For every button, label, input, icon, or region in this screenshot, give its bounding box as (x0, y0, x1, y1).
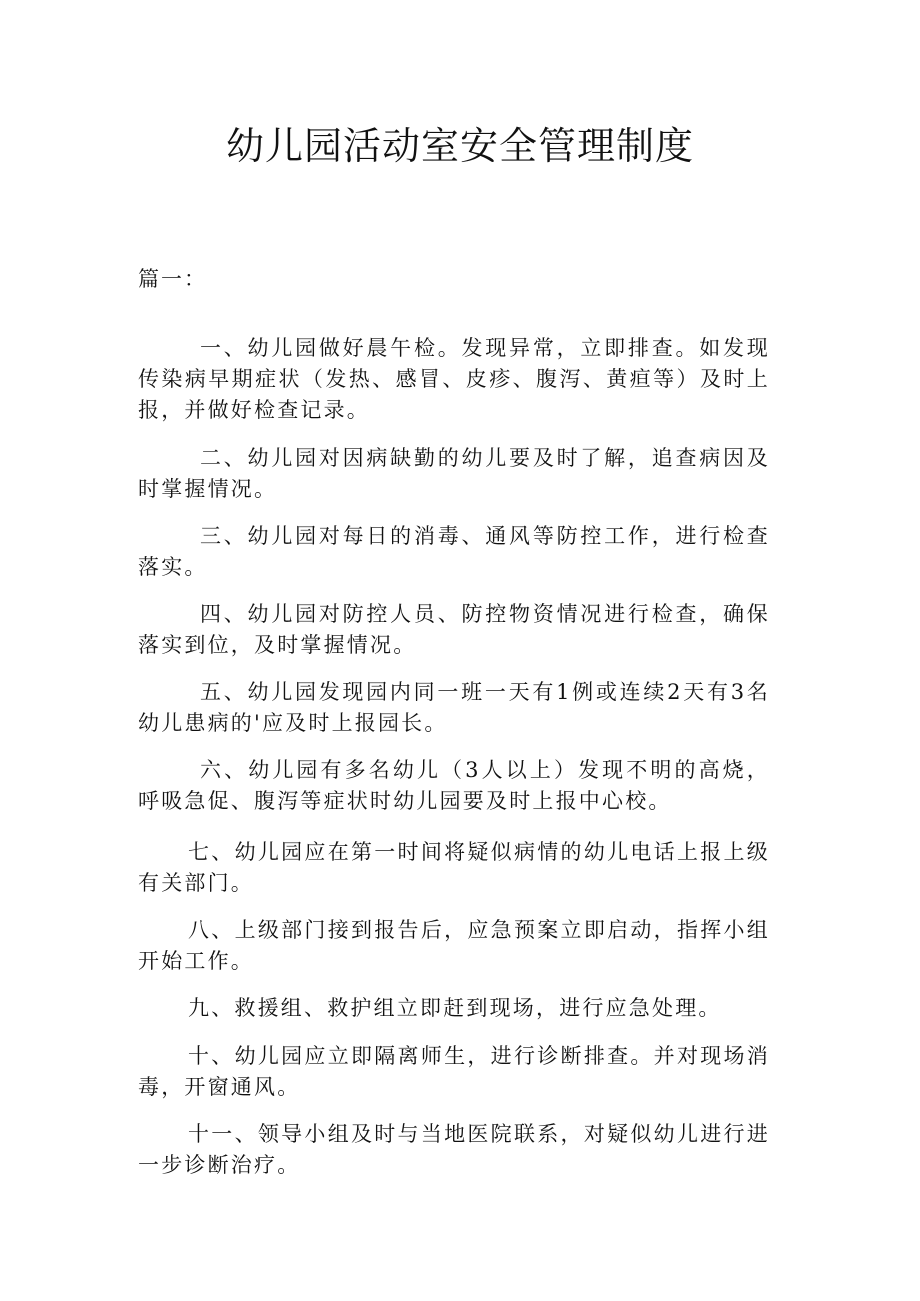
paragraph-7: 七、幼儿园应在第一时间将疑似病情的幼儿电话上报上级有关部门。 (138, 840, 770, 895)
paragraph-6: 六、幼儿园有多名幼儿（3人以上）发现不明的高烧，呼吸急促、腹泻等症状时幼儿园要及时上报中心校。 (138, 758, 770, 813)
paragraph-8: 八、上级部门接到报告后，应急预案立即启动，指挥小组开始工作。 (138, 918, 770, 973)
paragraph-1: 一、幼儿园做好晨午检。发现异常，立即排查。如发现传染病早期症状（发热、感冒、皮疹、腹泻、黄疸等）及时上报，并做好检查记录。 (138, 336, 770, 422)
paragraph-5: 五、幼儿园发现园内同一班一天有1例或连续2天有3名幼儿患病的'应及时上报园长。 (138, 680, 770, 735)
document-title: 幼儿园活动室安全管理制度 (225, 124, 694, 168)
paragraph-9: 九、救援组、救护组立即赶到现场，进行应急处理。 (188, 996, 722, 1020)
paragraph-11: 十一、领导小组及时与当地医院联系，对疑似幼儿进行进一步诊断治疗。 (138, 1122, 770, 1177)
section-label: 篇一： (138, 267, 207, 291)
paragraph-4: 四、幼儿园对防控人员、防控物资情况进行检查，确保落实到位，及时掌握情况。 (138, 602, 770, 657)
paragraph-10: 十、幼儿园应立即隔离师生，进行诊断排查。并对现场消毒，开窗通风。 (138, 1044, 770, 1099)
paragraph-3: 三、幼儿园对每日的消毒、通风等防控工作，进行检查落实。 (138, 524, 770, 579)
paragraph-2: 二、幼儿园对因病缺勤的幼儿要及时了解，追查病因及时掌握情况。 (138, 446, 770, 501)
